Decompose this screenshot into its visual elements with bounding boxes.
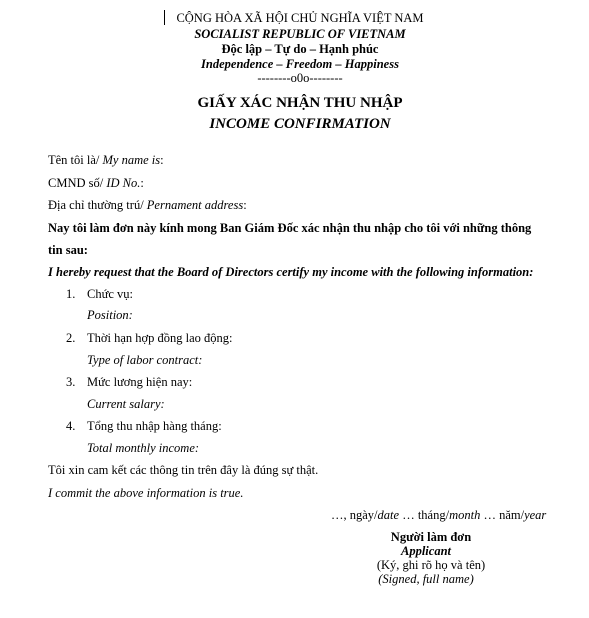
signature-instruction-en: (Signed, full name) [378, 572, 474, 586]
header-separator: --------o0o-------- [257, 71, 343, 85]
date-part-5: … năm/ [480, 508, 525, 522]
address-colon: : [243, 198, 247, 212]
address-label-en: Pernament address [146, 198, 244, 212]
applicant-label-en: Applicant [400, 544, 451, 558]
motto-en: Independence – Freedom – Happiness [201, 57, 399, 71]
address-label-vi: Địa chỉ thường trú/ [48, 198, 147, 212]
id-field [48, 176, 144, 191]
date-part-3: … tháng/ [399, 508, 450, 522]
item-3-label-en: Current salary: [87, 397, 165, 411]
document-title-vi: GIẤY XÁC NHẬN THU NHẬP [197, 95, 403, 111]
signature-instruction-vi: (Ký, ghi rõ họ và tên) [376, 558, 486, 572]
date-line [331, 508, 546, 523]
nation-name-vi: CỘNG HÒA XÃ HỘI CHỦ NGHĨA VIỆT NAM [176, 11, 424, 25]
item-3-number: 3. [66, 375, 76, 389]
id-label-en: ID No. [106, 176, 141, 190]
request-en: I hereby request that the Board of Directors certify my income with the following information: [48, 265, 534, 279]
applicant-label-vi: Người làm đơn [390, 530, 472, 544]
document-title-en: INCOME CONFIRMATION [209, 116, 391, 132]
date-part-6: year [524, 508, 547, 522]
date-part-2: date [377, 508, 400, 522]
motto-vi: Độc lập – Tự do – Hạnh phúc [221, 42, 379, 56]
name-colon: : [160, 153, 164, 167]
address-field [48, 198, 247, 213]
name-field [48, 153, 164, 168]
item-2-label-vi: Thời hạn hợp đồng lao động: [87, 331, 233, 345]
item-4-number: 4. [66, 419, 76, 433]
item-2-number: 2. [66, 331, 76, 345]
item-1-label-en: Position: [87, 308, 133, 322]
item-2-label-en: Type of labor contract: [87, 353, 203, 367]
date-part-1: …, ngày/ [331, 508, 378, 522]
name-label-vi: Tên tôi là/ [48, 153, 103, 167]
date-part-4: month [449, 508, 481, 522]
item-3-label-vi: Mức lương hiện nay: [87, 375, 193, 389]
item-1-number: 1. [66, 287, 76, 301]
item-4-label-en: Total monthly income: [87, 441, 200, 455]
commitment-vi: Tôi xin cam kết các thông tin trên đây là đúng sự thật. [48, 463, 319, 477]
name-label-en: My name is [102, 153, 161, 167]
item-4-label-vi: Tổng thu nhập hàng tháng: [87, 419, 222, 433]
commitment-en: I commit the above information is true. [48, 486, 244, 500]
item-1-label-vi: Chức vụ: [87, 287, 134, 301]
request-vi-line2: tin sau: [48, 243, 88, 257]
request-vi-line1: Nay tôi làm đơn này kính mong Ban Giám Đốc xác nhận thu nhập cho tôi với những thông [48, 221, 532, 235]
nation-name-en: SOCIALIST REPUBLIC OF VIETNAM [194, 27, 406, 41]
id-colon: : [140, 176, 144, 190]
id-label-vi: CMND số/ [48, 176, 107, 190]
